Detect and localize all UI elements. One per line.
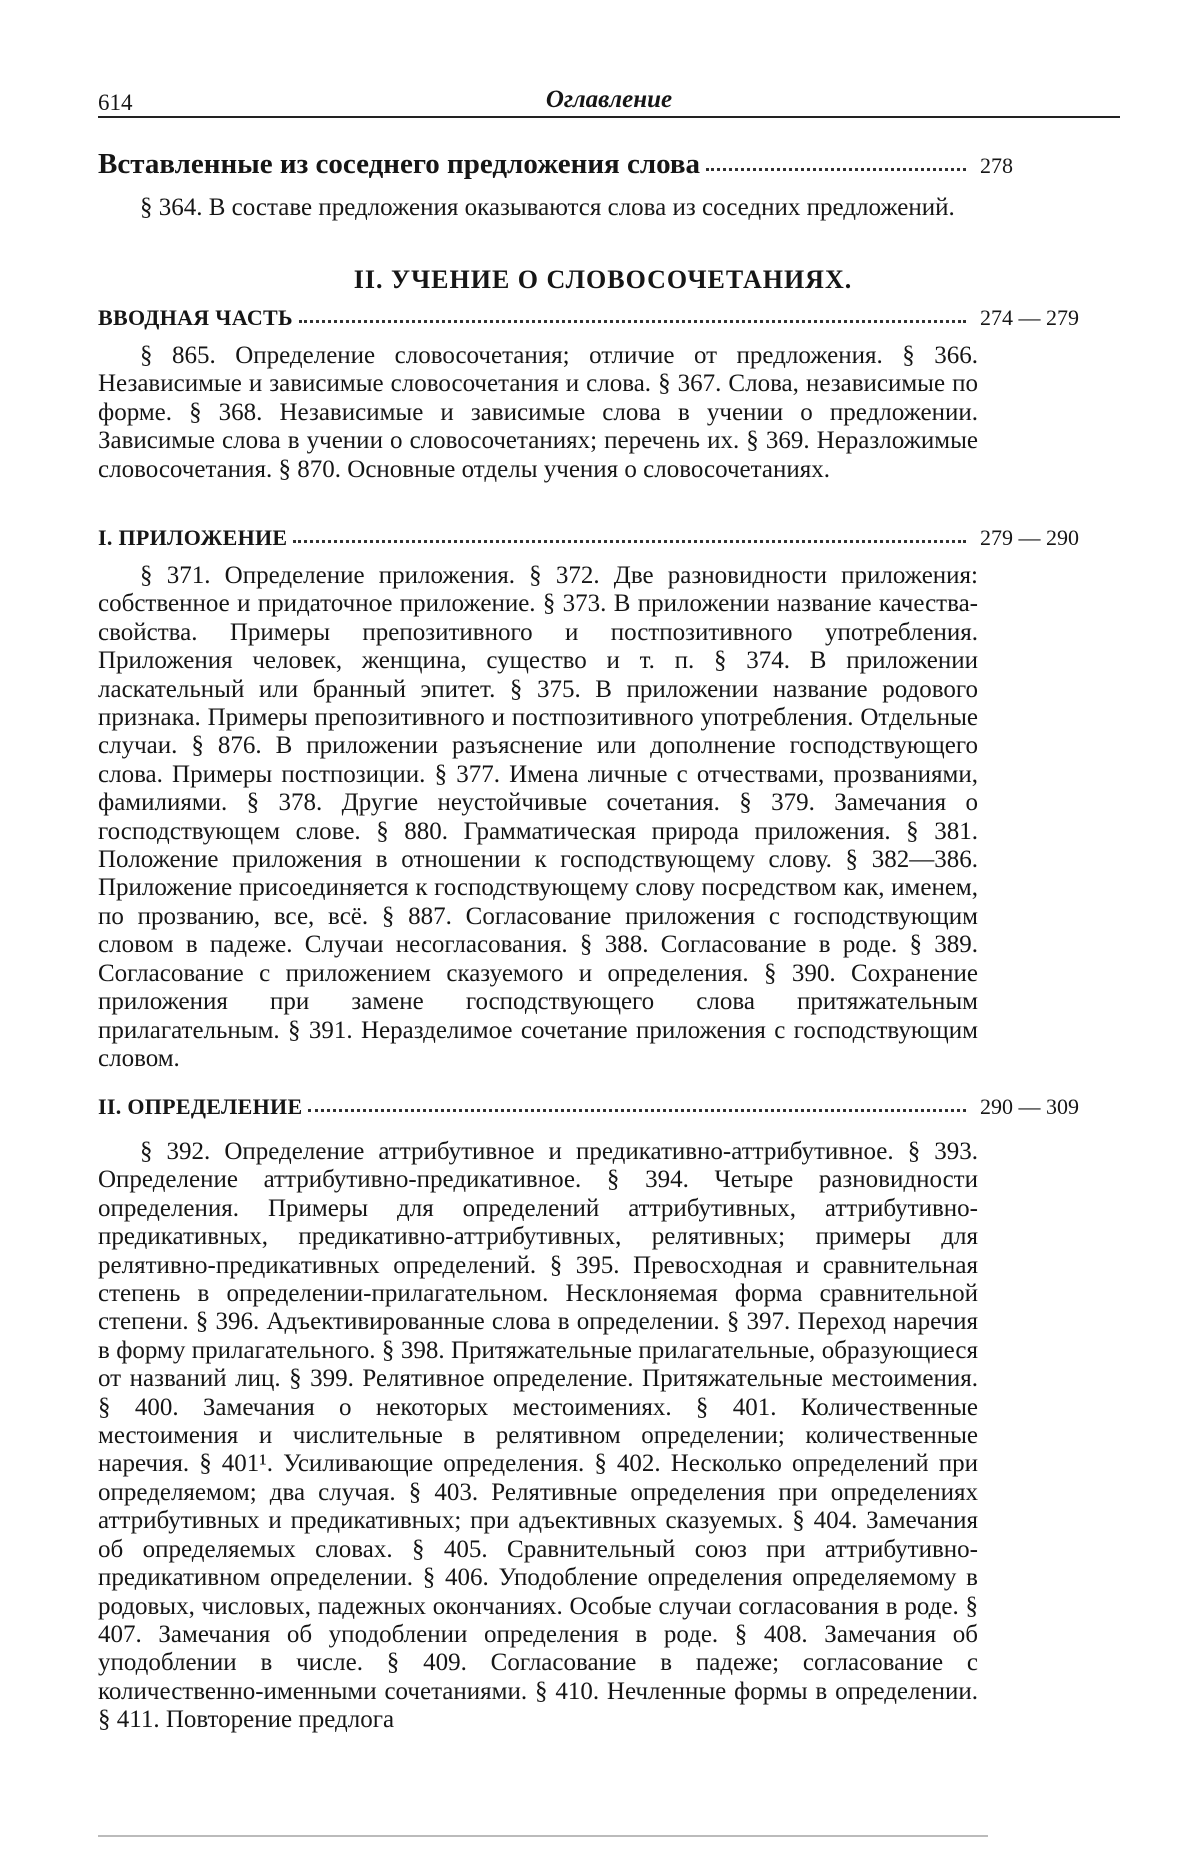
dot-leader bbox=[308, 1105, 966, 1112]
entry-description: § 364. В составе предложения оказываются слова из соседних предложений. bbox=[140, 194, 955, 221]
toc-entry-apposition[interactable] bbox=[98, 525, 1108, 563]
running-head bbox=[98, 82, 1120, 118]
page-number: 614 bbox=[98, 90, 133, 115]
entry-description: § 865. Определение словосочетания; отличие от предложения. § 366. Независимые и зависимые словосочетания и слова. § 367. Слова, независимые по форме. § 368. Независимые и зависимые слова в учении о предложении. Зависимые слова в учении о словосочетаниях; перечень их. § 369. Неразложимые словосочетания. § 870. Основные отделы учения о словосочетаниях. bbox=[98, 342, 978, 483]
entry-pages: 278 bbox=[980, 153, 1013, 178]
part-heading: II. УЧЕНИЕ О СЛОВОСОЧЕТАНИЯХ. bbox=[353, 265, 853, 294]
entry-title: ВВОДНАЯ ЧАСТЬ bbox=[98, 305, 293, 330]
entry-title: I. ПРИЛОЖЕНИЕ bbox=[98, 525, 288, 550]
entry-pages: 279 — 290 bbox=[980, 525, 1079, 550]
entry-description: § 392. Определение аттрибутивное и предикативно-аттрибутивное. § 393. Определение аттрибутивно-предикативное. § 394. Четыре разновидности определения. Примеры для определений аттрибутивных, аттрибутивно-предикативных, предикативно-аттрибутивных, релятивных; примеры для релятивно-предикативных определений. § 395. Превосходная и сравнительная степень в определении-прилагательном. Несклоняемая форма сравнительной степени. § 396. Адъективированные слова в определении. § 397. Переход наречия в форму прилагательного. § 398. Притяжательные прилагательные, образующиеся от названий лиц. § 399. Релятивное определение. Притяжательные местоимения. § 400. Замечания о некоторых местоимениях. § 401. Количественные местоимения и числительные в релятивном определении; количественные наречия. § 401¹. Усиливающие определения. § 402. Несколько определений при определяемом; два случая. § 403. Релятивные определения при определениях аттрибутивных и предикативных; при адъективных сказуемых. § 404. Замечания об определяемых словах. § 405. Сравнительный союз при аттрибутивно-предикативном определении. § 406. Уподобление определения определяемому в родовых, числовых, падежных окончаниях. Особые случаи согласования в роде. § 407. Замечания об уподоблении определения в роде. § 408. Замечания об уподоблении в числе. § 409. Согласование в падеже; согласование с количественно-именными сочетаниями. § 410. Нечленные формы в определении. § 411. Повторение предлога bbox=[98, 1138, 978, 1734]
toc-entry-inserted-words[interactable] bbox=[98, 148, 1108, 186]
dot-leader bbox=[299, 316, 966, 323]
toc-entry-introduction[interactable] bbox=[98, 305, 1108, 343]
dot-leader bbox=[293, 536, 966, 543]
entry-pages: 274 — 279 bbox=[980, 305, 1079, 330]
dot-leader bbox=[706, 164, 966, 171]
entry-title: II. ОПРЕДЕЛЕНИЕ bbox=[98, 1094, 303, 1119]
entry-title: Вставленные из соседнего предложения слова bbox=[98, 148, 701, 180]
page-bottom-edge bbox=[98, 1835, 988, 1837]
entry-pages: 290 — 309 bbox=[980, 1094, 1079, 1119]
running-title: Оглавление bbox=[545, 86, 673, 113]
toc-entry-attribute[interactable] bbox=[98, 1094, 1108, 1132]
entry-description: § 371. Определение приложения. § 372. Две разновидности приложения: собственное и придаточное приложение. § 373. В приложении название качества-свойства. Примеры препозитивного и постпозитивного употребления. Приложения человек, женщина, существо и т. п. § 374. В приложении ласкательный или бранный эпитет. § 375. В приложении название родового признака. Примеры препозитивного и постпозитивного употребления. Отдельные случаи. § 876. В приложении разъяснение или дополнение господствующего слова. Примеры постпозиции. § 377. Имена личные с отчествами, прозваниями, фамилиями. § 378. Другие неустойчивые сочетания. § 379. Замечания о господствующем слове. § 880. Грамматическая природа приложения. § 381. Положение приложения в отношении к господствующему слову. § 382—386. Приложение присоединяется к господствующему слову посредством как, именем, по прозванию, все, всё. § 887. Согласование приложения с господствующим словом в падеже. Случаи несогласования. § 388. Согласование в роде. § 389. Согласование с приложением сказуемого и определения. § 390. Сохранение приложения при замене господствующего слова притяжательным прилагательным. § 391. Неразделимое сочетание приложения с господствующим словом. bbox=[98, 562, 978, 1072]
